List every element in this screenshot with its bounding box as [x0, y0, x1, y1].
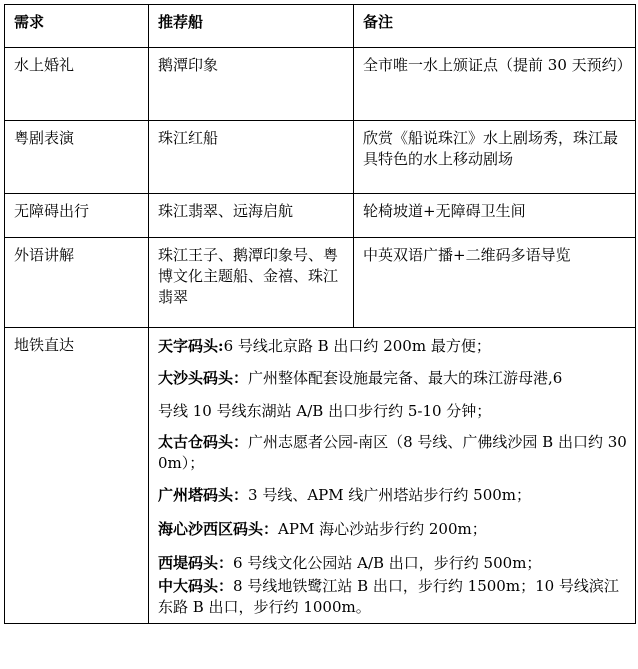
need-cell: 水上婚礼 — [5, 48, 149, 121]
pier-separator: ： — [218, 577, 234, 595]
pier-detail: 8 号线地铁鹭江站 B 出口，步行约 1500m；10 号线滨江东路 B 出口，步行约 1000m。 — [158, 577, 619, 616]
table-row — [5, 238, 636, 328]
need-cell: 粤剧表演 — [5, 121, 149, 194]
header-boat: 推荐船 — [149, 5, 354, 48]
note-cell: 欣赏《船说珠江》水上剧场秀，珠江最具特色的水上移动剧场 — [354, 121, 636, 194]
pier-name: 中大码头 — [158, 577, 219, 595]
metro-detail-cell — [149, 328, 636, 624]
note-cell: 轮椅坡道+无障碍卫生间 — [354, 194, 636, 238]
pier-detail: 广州整体配套设施最完备、最大的珠江游母港,6 — [248, 369, 563, 387]
pier-separator: ： — [263, 520, 279, 538]
pier-name: 广州塔码头 — [158, 486, 234, 504]
pier-separator: ： — [233, 369, 249, 387]
table-row — [5, 194, 636, 238]
pier-separator: : — [218, 337, 224, 355]
header-need: 需求 — [5, 5, 149, 48]
metro-item — [158, 485, 628, 506]
pier-separator: ： — [233, 433, 249, 451]
table-header-row — [5, 5, 636, 48]
metro-item — [158, 576, 628, 618]
need-cell: 地铁直达 — [5, 328, 149, 624]
metro-item — [158, 553, 628, 574]
pier-detail: 3 号线、APM 线广州塔站步行约 500m； — [248, 486, 532, 504]
pier-detail: 广州志愿者公园-南区（8 号线、广佛线沙园 B 出口约 300m）； — [158, 433, 627, 472]
pier-name: 太古仓码头 — [158, 433, 234, 451]
pier-name: 海心沙西区码头 — [158, 520, 264, 538]
boat-cell: 鹅潭印象 — [149, 48, 354, 121]
recommendation-table — [4, 4, 636, 624]
need-cell: 外语讲解 — [5, 238, 149, 328]
metro-item — [158, 432, 628, 474]
pier-name: 天字码头 — [158, 337, 219, 355]
metro-item — [158, 368, 628, 389]
pier-separator: ： — [233, 486, 249, 504]
note-cell: 中英双语广播+二维码多语导览 — [354, 238, 636, 328]
note-cell: 全市唯一水上颁证点（提前 30 天预约） — [354, 48, 636, 121]
pier-name: 西堤码头 — [158, 554, 219, 572]
need-cell: 无障碍出行 — [5, 194, 149, 238]
header-note: 备注 — [354, 5, 636, 48]
table-row — [5, 121, 636, 194]
metro-item-continued — [158, 401, 628, 422]
pier-detail: APM 海心沙站步行约 200m； — [278, 520, 487, 538]
pier-detail: 号线 10 号线东湖站 A/B 出口步行约 5-10 分钟； — [158, 402, 492, 420]
metro-item — [158, 519, 628, 540]
pier-separator: ： — [218, 554, 234, 572]
metro-item — [158, 336, 628, 357]
boat-cell: 珠江翡翠、远海启航 — [149, 194, 354, 238]
boat-cell: 珠江王子、鹅潭印象号、粤博文化主题船、金禧、珠江翡翠 — [149, 238, 354, 328]
metro-row — [5, 328, 636, 624]
boat-cell: 珠江红船 — [149, 121, 354, 194]
pier-detail: 6 号线文化公园站 A/B 出口，步行约 500m； — [233, 554, 542, 572]
pier-name: 大沙头码头 — [158, 369, 234, 387]
pier-detail: 6 号线北京路 B 出口约 200m 最方便； — [223, 337, 491, 355]
table-row — [5, 48, 636, 121]
